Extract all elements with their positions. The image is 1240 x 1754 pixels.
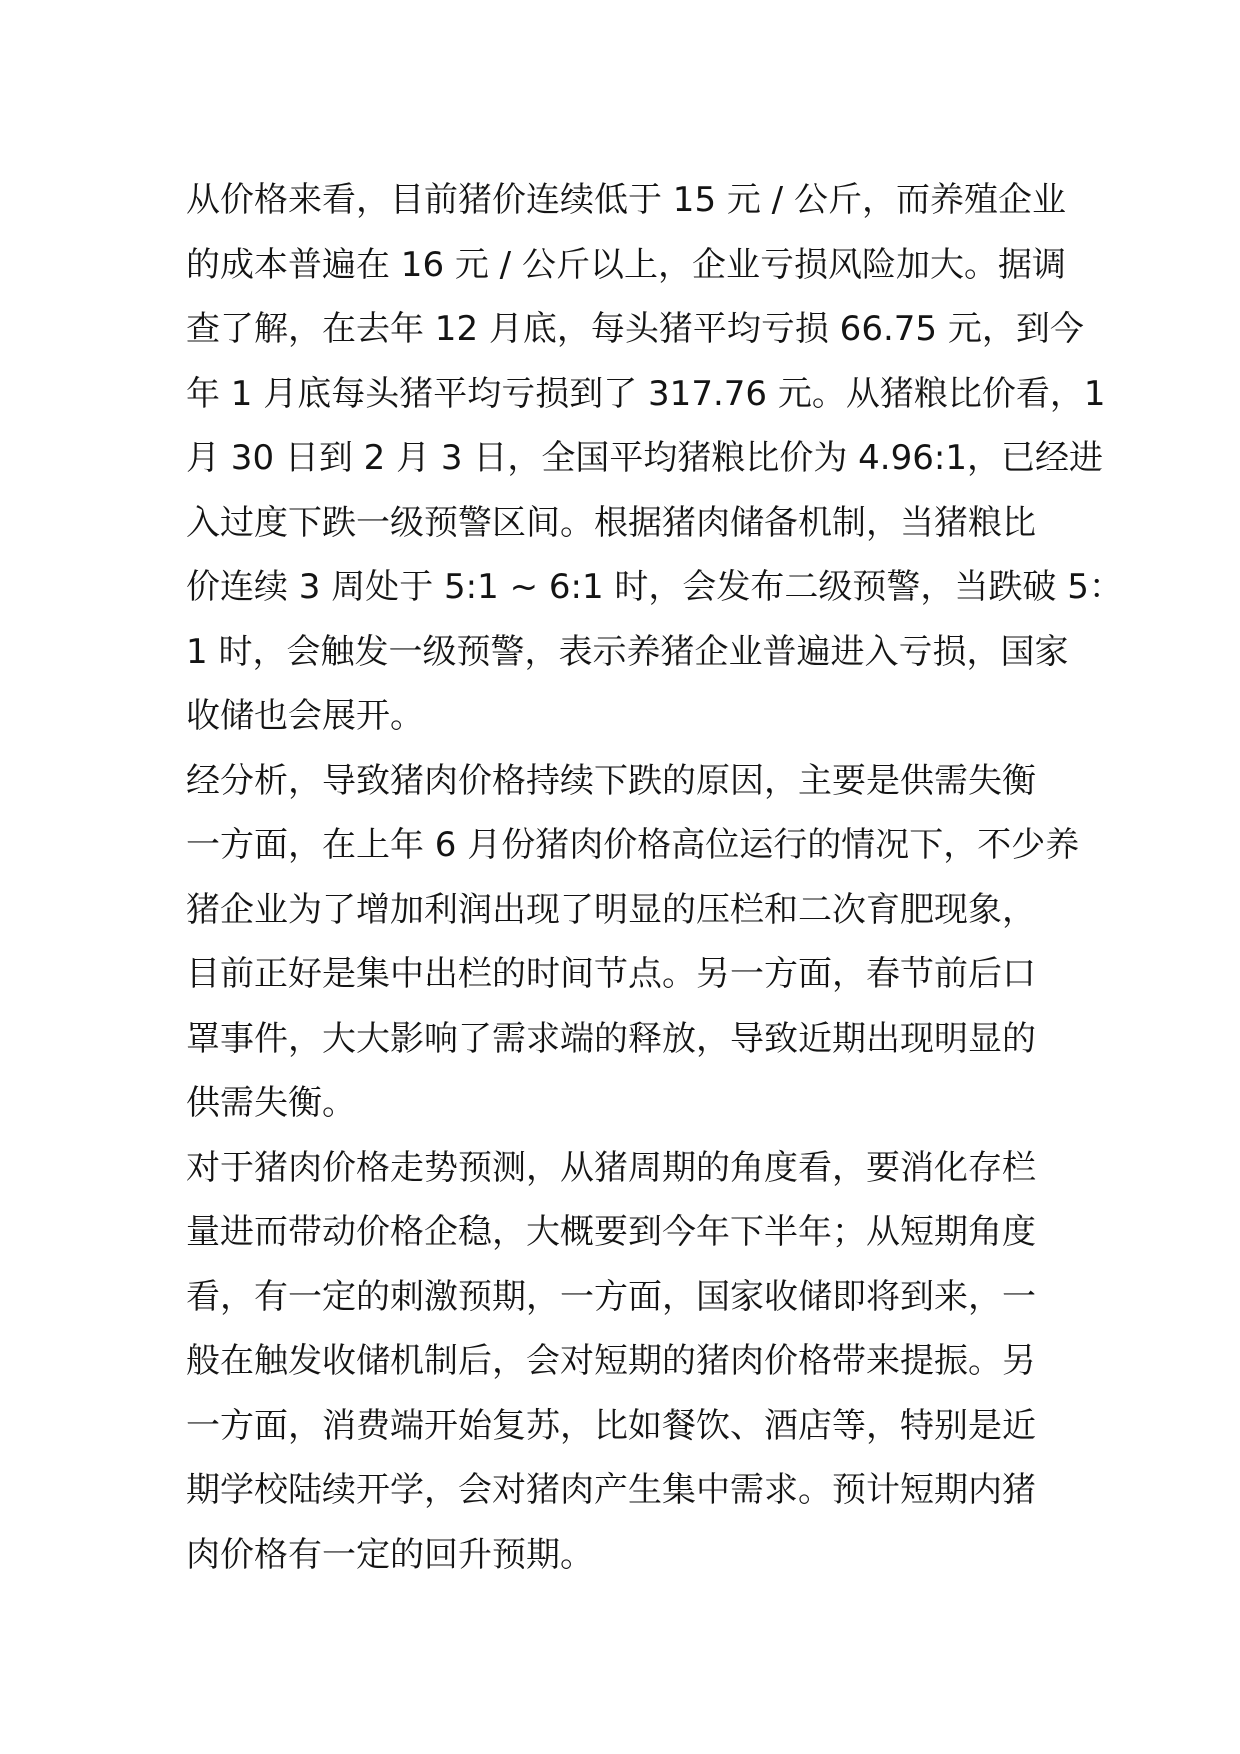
text-line: 年 1 月底每头猪平均亏损到了 317.76 元。从猪粮比价看，1 [186,373,1106,414]
text-line: 期学校陆续开学，会对猪肉产生集中需求。预计短期内猪 [186,1470,1036,1510]
text-line: 入过度下跌一级预警区间。根据猪肉储备机制，当猪粮比 [186,502,1036,543]
paragraph-price-forecast [186,1136,1066,1588]
text-line: 目前正好是集中出栏的时间节点。另一方面，春节前后口 [186,954,1036,994]
text-line: 猪企业为了增加利润出现了明显的压栏和二次育肥现象， [186,889,1036,930]
text-line: 1 时，会触发一级预警，表示养猪企业普遍进入亏损，国家 [186,631,1069,672]
text-line: 的成本普遍在 16 元 / 公斤以上，企业亏损风险加大。据调 [186,244,1066,285]
text-line: 一方面，在上年 6 月份猪肉价格高位运行的情况下，不少养 [186,825,1080,865]
paragraph-cause-analysis [186,749,1080,1136]
text-line: 量进而带动价格企稳，大概要到今年下半年；从短期角度 [186,1212,1036,1252]
text-line: 肉价格有一定的回升预期。 [186,1534,594,1575]
text-line: 看，有一定的刺激预期，一方面，国家收储即将到来，一 [186,1276,1036,1317]
text-line: 月 30 日到 2 月 3 日，全国平均猪粮比价为 4.96:1，已经进 [186,438,1103,478]
text-line: 经分析，导致猪肉价格持续下跌的原因，主要是供需失衡 [186,760,1036,801]
text-line: 收储也会展开。 [186,696,424,736]
text-line: 供需失衡。 [186,1083,356,1123]
text-line: 查了解，在去年 12 月底，每头猪平均亏损 66.75 元，到今 [186,309,1084,349]
text-line: 罩事件，大大影响了需求端的释放，导致近期出现明显的 [186,1018,1036,1059]
text-line: 一方面，消费端开始复苏，比如餐饮、酒店等，特别是近 [186,1405,1036,1446]
document-body [186,168,1123,1587]
text-line: 价连续 3 周处于 5:1 ~ 6:1 时，会发布二级预警，当跌破 5： [186,567,1123,607]
text-line: 般在触发收储机制后，会对短期的猪肉价格带来提振。另 [186,1341,1036,1381]
text-line: 对于猪肉价格走势预测，从猪周期的角度看，要消化存栏 [186,1147,1036,1188]
paragraph-price-analysis [186,168,1123,749]
text-line: 从价格来看，目前猪价连续低于 15 元 / 公斤，而养殖企业 [186,180,1066,220]
